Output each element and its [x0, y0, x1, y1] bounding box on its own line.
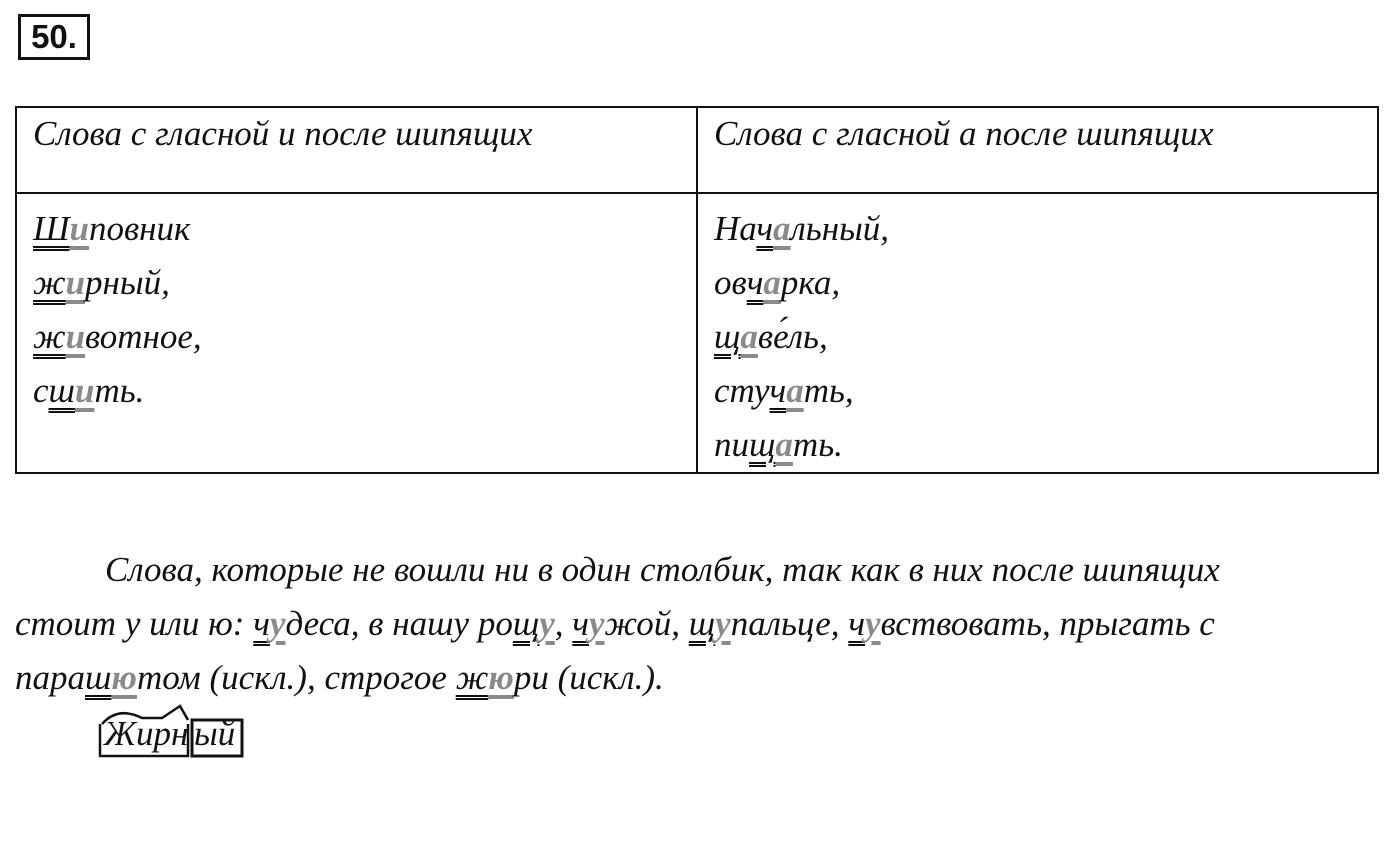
word-part: На [714, 209, 757, 248]
hushing-consonant: ш [48, 371, 75, 410]
word-entry [33, 256, 680, 310]
morphemic-analysis [96, 700, 256, 764]
word-part: ри (искл.). [513, 658, 664, 697]
explanation-paragraph [15, 543, 1315, 705]
hushing-consonant: ч [769, 371, 787, 410]
table-header-row [16, 107, 1378, 193]
word-entry [714, 202, 1361, 256]
hushing-consonant: щ [688, 604, 716, 643]
word-part: вствовать, прыгать с пара [15, 604, 1215, 697]
highlighted-vowel: и [74, 371, 95, 410]
column-header-i: Слова с гласной и после шипящих [16, 107, 697, 193]
hushing-consonant: ч [756, 209, 774, 248]
word-part: ть. [792, 425, 843, 464]
highlighted-vowel: а [740, 317, 758, 356]
morpheme-root: Жирн [104, 714, 189, 753]
word-part: рный, [85, 263, 170, 302]
hushing-consonant: ж [455, 658, 489, 697]
word-part: том (искл.), строгое [136, 658, 456, 697]
highlighted-vowel: у [589, 604, 605, 643]
word-part: ть. [94, 371, 145, 410]
hushing-consonant: ч [848, 604, 866, 643]
word-part: повник [88, 209, 191, 248]
column-header-a: Слова с гласной а после шипящих [697, 107, 1378, 193]
highlighted-vowel: ю [488, 658, 514, 697]
word-entry [714, 310, 1361, 364]
highlighted-vowel: у [715, 604, 731, 643]
word-part: ве́ль, [757, 317, 828, 356]
explanation-text [15, 550, 1220, 697]
hushing-consonant: ж [33, 263, 66, 302]
highlighted-vowel: а [763, 263, 781, 302]
word-part: рка, [780, 263, 841, 302]
word-part: Слова, которые не вошли ни в один столбик, так как в них после шипящих стоит у или ю: [15, 550, 1220, 643]
word-entry [714, 418, 1361, 472]
highlighted-vowel: а [773, 209, 791, 248]
word-part: , [554, 604, 573, 643]
word-entry [33, 364, 680, 418]
word-entry [33, 202, 680, 256]
word-part: ов [714, 263, 747, 302]
hushing-consonant: ш [85, 658, 112, 697]
word-part: с [33, 371, 49, 410]
word-table [15, 106, 1379, 474]
hushing-consonant: ч [746, 263, 764, 302]
highlighted-vowel: ю [111, 658, 137, 697]
highlighted-vowel: а [775, 425, 793, 464]
word-part: деса, в нашу ро [285, 604, 513, 643]
word-part: пальце, [730, 604, 849, 643]
hushing-consonant: щ [714, 317, 741, 356]
hushing-consonant: Ш [33, 209, 70, 248]
word-entry [33, 310, 680, 364]
hushing-consonant: ч [253, 604, 270, 643]
word-part: ть, [803, 371, 854, 410]
word-part: льный, [790, 209, 890, 248]
highlighted-vowel: у [269, 604, 286, 643]
word-entry [714, 364, 1361, 418]
highlighted-vowel: и [65, 317, 86, 356]
highlighted-vowel: и [65, 263, 86, 302]
highlighted-vowel: и [69, 209, 89, 248]
word-part: вотное, [85, 317, 202, 356]
hushing-consonant: щ [512, 604, 540, 643]
highlighted-vowel: у [865, 604, 881, 643]
word-part: пи [714, 425, 749, 464]
word-list-i [16, 193, 697, 473]
hushing-consonant: ч [572, 604, 589, 643]
morpheme-ending: ый [194, 714, 236, 753]
word-entry [714, 256, 1361, 310]
exercise-number: 50. [18, 14, 90, 60]
word-part: жой, [604, 604, 689, 643]
word-list-a [697, 193, 1378, 473]
highlighted-vowel: а [786, 371, 804, 410]
word-part: сту [714, 371, 770, 410]
hushing-consonant: ж [33, 317, 66, 356]
highlighted-vowel: у [539, 604, 555, 643]
table-body-row [16, 193, 1378, 473]
hushing-consonant: щ [749, 425, 776, 464]
